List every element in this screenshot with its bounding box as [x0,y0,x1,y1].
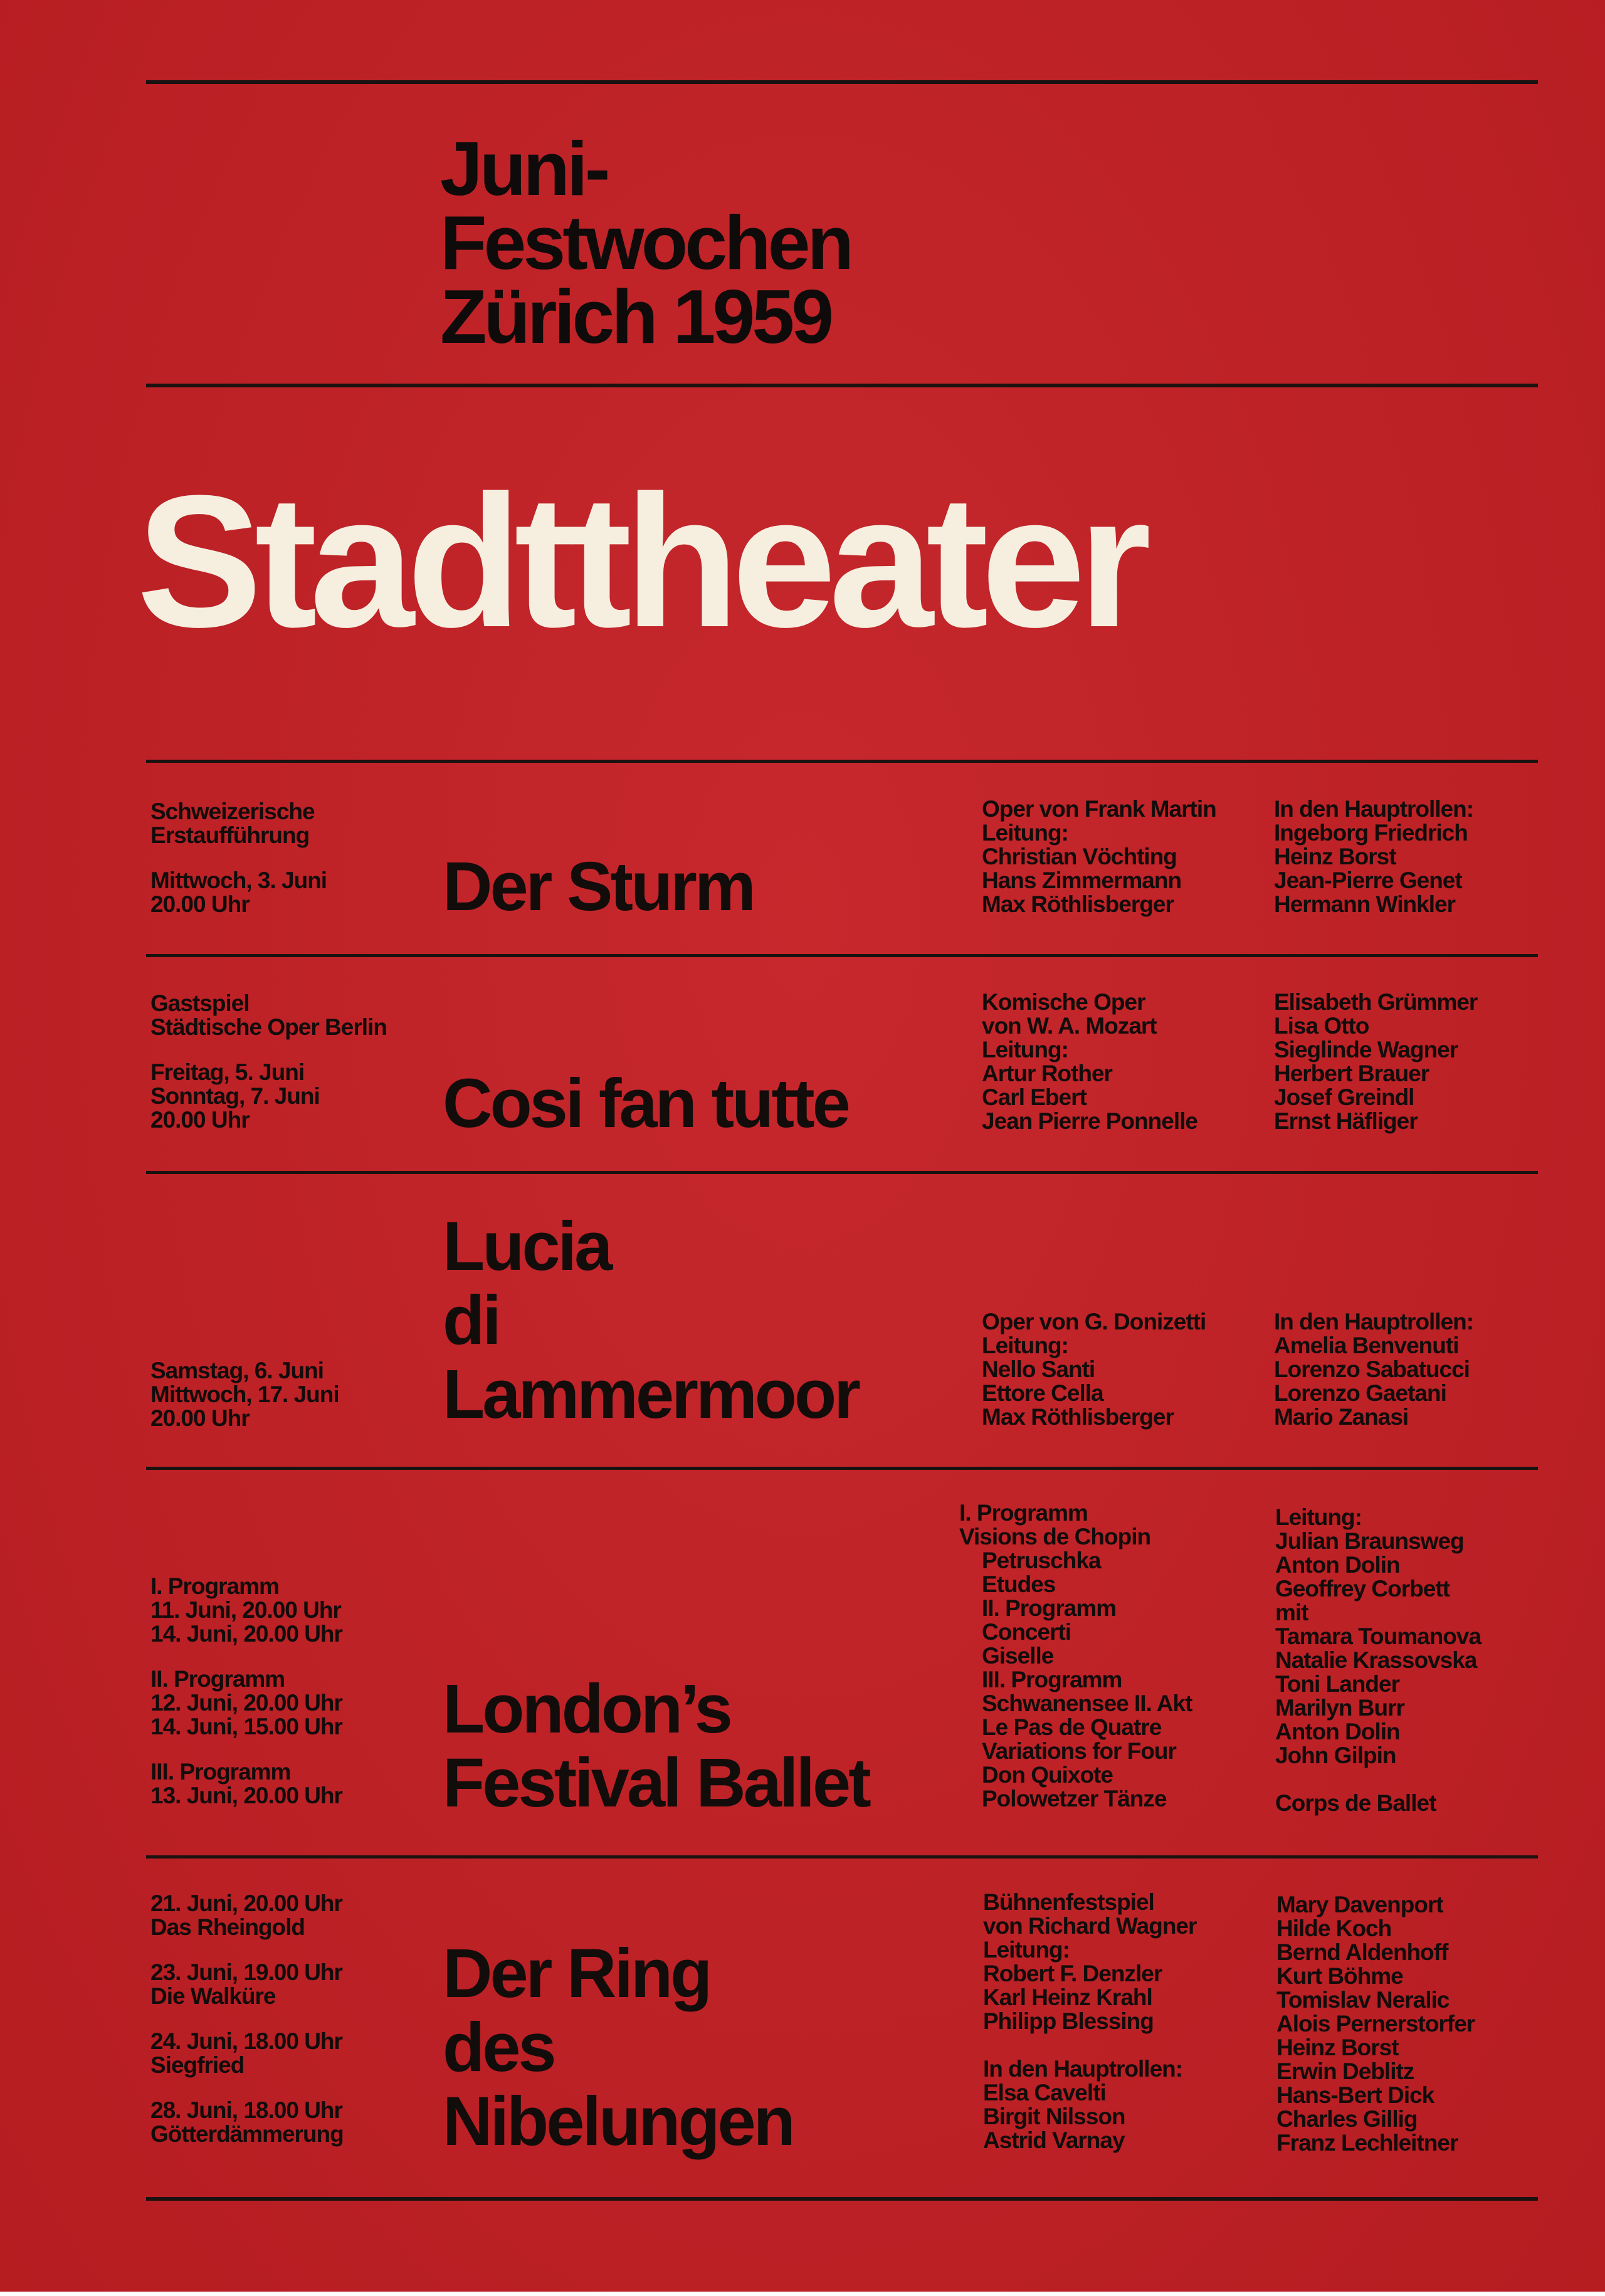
event-details [959,1501,1192,1811]
info-line: Samstag, 6. Juni [150,1358,324,1383]
info-line: Götterdämmerung [150,2121,344,2147]
detail-line: Carl Ebert [982,1084,1087,1110]
info-line: 14. Juni, 20.00 Uhr [150,1621,342,1647]
detail-line: Leitung: [983,1937,1070,1963]
section-rule [146,954,1538,957]
cast-line: Hans-Bert Dick [1276,2082,1434,2108]
cast-line: Charles Gillig [1276,2106,1418,2132]
detail-line: Leitung: [982,1037,1068,1062]
festival-title-line: Zürich 1959 [440,274,831,359]
detail-line: Petruschka [982,1548,1101,1573]
event-info [150,992,387,1132]
event-cast [1274,797,1473,916]
event-info [150,1892,344,2146]
event-title [443,850,754,924]
info-line: Mittwoch, 17. Juni [150,1381,339,1407]
detail-line: I. Programm [959,1500,1088,1526]
detail-line: Schwanensee II. Akt [982,1691,1192,1716]
event-title-line: di [443,1282,499,1359]
detail-line: Don Quixote [982,1762,1113,1788]
detail-line: Oper von G. Donizetti [982,1309,1206,1334]
info-line: 11. Juni, 20.00 Uhr [150,1597,341,1623]
event-details [982,990,1197,1133]
section-rule [146,1467,1538,1470]
event-details [982,1310,1206,1429]
detail-line: Artur Rother [982,1061,1112,1086]
festival-title [440,126,851,359]
info-line: 20.00 Uhr [150,1107,250,1133]
detail-line: Giselle [982,1643,1054,1669]
event-cast [1275,1506,1481,1815]
event-title [443,1937,793,2159]
detail-line: Leitung: [982,1333,1068,1358]
info-line: Das Rheingold [150,1914,305,1940]
event-title-line: Der Sturm [443,848,754,925]
info-line: 24. Juni, 18.00 Uhr [150,2028,342,2054]
detail-line: Le Pas de Quatre [982,1714,1162,1740]
event-details [982,797,1216,916]
event-info [150,800,327,916]
cast-line: Toni Lander [1275,1671,1399,1697]
cast-line: Amelia Benvenuti [1274,1333,1459,1358]
event-title-line: Nibelungen [443,2083,793,2160]
detail-line: Max Röthlisberger [982,891,1174,917]
detail-line: Concerti [982,1619,1071,1645]
event-cast [1274,1310,1473,1429]
detail-line: von Richard Wagner [983,1913,1197,1939]
cast-line: Julian Braunsweg [1275,1528,1464,1554]
cast-line: John Gilpin [1275,1743,1396,1768]
event-title-line: Lucia [443,1208,611,1285]
event-title-line: Festival Ballet [443,1744,869,1822]
event-title-line: Lammermoor [443,1356,858,1433]
cast-line: Marilyn Burr [1275,1695,1404,1721]
info-line: 20.00 Uhr [150,891,250,917]
event-title-line: Cosi fan tutte [443,1065,848,1142]
section-rule [146,1171,1538,1174]
cast-line: Hilde Koch [1276,1916,1392,1941]
detail-line: Jean Pierre Ponnelle [982,1108,1198,1134]
detail-line: Robert F. Denzler [983,1961,1162,1986]
detail-line: Polowetzer Tänze [982,1786,1167,1811]
info-line: Städtische Oper Berlin [150,1014,387,1040]
detail-line: III. Programm [982,1667,1122,1692]
cast-line: Franz Lechleitner [1276,2130,1458,2156]
info-line: 21. Juni, 20.00 Uhr [150,1890,342,1916]
info-line: Siegfried [150,2052,245,2078]
event-details [983,1890,1196,2152]
section-rule [146,1855,1538,1858]
cast-line: Alois Pernerstorfer [1276,2011,1475,2037]
cast-line: Anton Dolin [1275,1552,1400,1578]
detail-line: von W. A. Mozart [982,1013,1157,1039]
cast-line: Leitung: [1275,1504,1362,1530]
section-rule [146,760,1538,763]
info-line: 28. Juni, 18.00 Uhr [150,2097,342,2123]
info-line: 12. Juni, 20.00 Uhr [150,1690,342,1716]
detail-line: II. Programm [982,1595,1117,1621]
event-cast [1276,1893,1475,2155]
info-line: 14. Juni, 15.00 Uhr [150,1714,342,1739]
event-title-line: Der Ring [443,1935,710,2012]
event-cast [1274,990,1477,1133]
event-title [443,1672,869,1820]
event-info [150,1359,339,1430]
cast-line: Lisa Otto [1274,1013,1369,1039]
cast-line: Erwin Deblitz [1276,2058,1414,2084]
info-line: Freitag, 5. Juni [150,1059,305,1085]
cast-line: Elisabeth Grümmer [1274,989,1478,1015]
cast-line: Ingeborg Friedrich [1274,820,1468,846]
detail-line: Karl Heinz Krahl [983,1984,1152,2010]
venue-title: Stadttheater [137,456,1144,666]
detail-line: Birgit Nilsson [983,2104,1125,2129]
detail-line: Elsa Cavelti [983,2080,1106,2105]
info-line: Mittwoch, 3. Juni [150,868,327,893]
cast-line: Lorenzo Gaetani [1274,1380,1446,1406]
cast-line: Jean-Pierre Genet [1274,868,1462,893]
info-line: III. Programm [150,1759,291,1785]
event-title-line: London’s [443,1670,730,1748]
detail-line: Etudes [982,1571,1056,1597]
cast-line: Mario Zanasi [1274,1404,1409,1430]
cast-line: Anton Dolin [1275,1719,1400,1744]
cast-line: Tomislav Neralic [1276,1987,1450,2013]
detail-line: Ettore Cella [982,1380,1103,1406]
detail-line: Bühnenfestspiel [983,1889,1154,1915]
detail-line: In den Hauptrollen: [983,2056,1183,2082]
cast-line: Geoffrey Corbett [1275,1576,1450,1601]
info-line: 20.00 Uhr [150,1405,250,1431]
detail-line: Nello Santi [982,1356,1095,1382]
cast-line: Josef Greindl [1274,1084,1414,1110]
cast-line: Mary Davenport [1276,1892,1443,1917]
info-line: Die Walküre [150,1983,276,2009]
info-line: Schweizerische [150,799,315,824]
cast-line: Natalie Krassovska [1275,1647,1477,1673]
cast-line: mit [1275,1600,1308,1625]
info-line: 13. Juni, 20.00 Uhr [150,1783,342,1808]
top-rule [146,80,1538,84]
detail-line: Komische Oper [982,989,1145,1015]
info-line: I. Programm [150,1573,279,1599]
event-info [150,1575,342,1808]
detail-line: Hans Zimmermann [982,868,1182,893]
detail-line: Max Röthlisberger [982,1404,1174,1430]
cast-line: Herbert Brauer [1274,1061,1429,1086]
festival-title-line: Juni- [440,126,608,211]
cast-line: Kurt Böhme [1276,1963,1403,1989]
detail-line: Leitung: [982,820,1068,846]
title-rule [146,384,1538,387]
cast-line: Lorenzo Sabatucci [1274,1356,1470,1382]
event-title [443,1210,858,1432]
info-line: Gastspiel [150,990,250,1016]
cast-line: Bernd Aldenhoff [1276,1939,1448,1965]
detail-line: Christian Vöchting [982,844,1177,869]
cast-line: Tamara Toumanova [1275,1623,1481,1649]
detail-line: Visions de Chopin [959,1524,1151,1549]
cast-line [1275,1768,1481,1791]
cast-line: In den Hauptrollen: [1274,796,1474,822]
festival-title-line: Festwochen [440,200,851,285]
detail-line: Variations for Four [982,1738,1176,1764]
bottom-rule [146,2197,1538,2201]
info-line: Erstaufführung [150,822,310,848]
cast-line: Sieglinde Wagner [1274,1037,1458,1062]
cast-line: Ernst Häfliger [1274,1108,1418,1134]
detail-line: Oper von Frank Martin [982,796,1216,822]
cast-line: Hermann Winkler [1274,891,1455,917]
info-line: 23. Juni, 19.00 Uhr [150,1959,342,1985]
info-line: Sonntag, 7. Juni [150,1083,320,1109]
detail-line: Philipp Blessing [983,2008,1154,2034]
event-title-line: des [443,2009,554,2086]
cast-line: Heinz Borst [1274,844,1396,869]
detail-line [983,2033,1196,2057]
info-line: II. Programm [150,1666,285,1692]
event-title [443,1067,848,1141]
detail-line: Astrid Varnay [983,2127,1125,2153]
cast-line: Heinz Borst [1276,2035,1399,2060]
cast-line: Corps de Ballet [1275,1790,1436,1816]
cast-line: In den Hauptrollen: [1274,1309,1474,1334]
